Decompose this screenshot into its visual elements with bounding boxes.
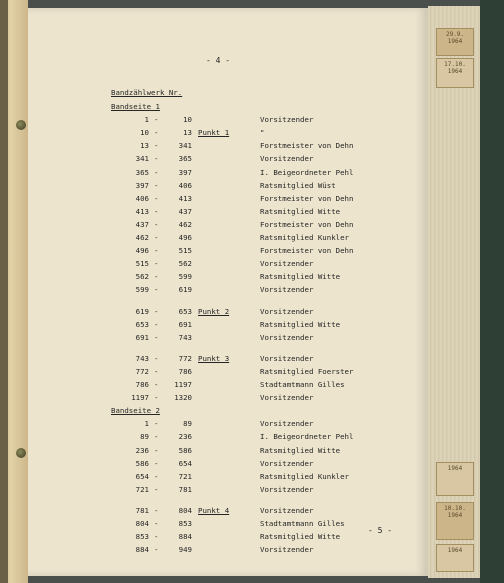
counter-to: 10	[183, 115, 192, 125]
speaker-name: Ratsmitglied Kunkler	[260, 233, 349, 242]
speaker-name: Vorsitzender	[260, 484, 314, 494]
table-row	[28, 459, 428, 470]
agenda-item-label: Punkt 1	[198, 128, 230, 138]
counter-to: 654	[178, 458, 192, 468]
table-row	[28, 419, 428, 430]
range-dash: -	[154, 393, 159, 403]
range-dash: -	[154, 545, 159, 555]
speaker-name: Vorsitzender	[260, 259, 314, 269]
page-number-top: - 4 -	[206, 56, 231, 65]
table-row	[28, 207, 428, 218]
table-row	[28, 115, 428, 126]
table-row	[28, 307, 428, 318]
counter-to: 515	[178, 246, 192, 256]
table-row	[28, 432, 428, 443]
counter-to: 437	[178, 206, 192, 216]
agenda-item-label: Punkt 2	[198, 306, 230, 316]
counter-from: 462	[135, 233, 149, 242]
table-row	[28, 246, 428, 257]
date-tab-2[interactable]	[436, 58, 474, 88]
table-row	[28, 233, 428, 244]
range-dash: -	[154, 471, 159, 481]
speaker-name: Vorsitzender	[260, 285, 314, 295]
counter-to: 397	[178, 167, 192, 177]
counter-to: 1320	[174, 393, 192, 403]
table-row	[28, 272, 428, 283]
speaker-name: Ratsmitglied Wüst	[260, 180, 336, 190]
date-tab-4[interactable]	[436, 502, 474, 540]
counter-to: 89	[183, 419, 192, 429]
counter-from: 397	[135, 180, 149, 190]
range-dash: -	[154, 233, 159, 242]
binder-ring-top	[16, 120, 26, 130]
binder-ring-bottom	[16, 448, 26, 458]
agenda-item-label: Punkt 4	[198, 505, 230, 515]
date-tab-5[interactable]	[436, 544, 474, 572]
counter-from: 772	[135, 366, 149, 376]
table-row	[28, 354, 428, 365]
table-row	[28, 154, 428, 165]
table-row	[28, 141, 428, 152]
table-row	[28, 320, 428, 331]
table-row	[28, 446, 428, 457]
table-row	[28, 545, 428, 556]
counter-from: 786	[135, 380, 149, 389]
range-dash: -	[154, 206, 159, 216]
table-row	[28, 393, 428, 404]
speaker-name: Vorsitzender	[260, 458, 314, 468]
counter-from: 1197	[131, 393, 149, 403]
date-tab-4-label: 10.10. 1964	[444, 505, 466, 519]
range-dash: -	[154, 532, 159, 542]
counter-to: 365	[178, 154, 192, 164]
table-row	[28, 506, 428, 517]
table-row	[28, 333, 428, 344]
counter-from: 654	[135, 471, 149, 481]
counter-from: 365	[135, 167, 149, 177]
counter-from: 515	[135, 259, 149, 269]
range-dash: -	[154, 332, 159, 342]
speaker-name: Forstmeister von Dehn	[260, 141, 354, 151]
speaker-name: "	[260, 128, 265, 138]
counter-to: 413	[178, 193, 192, 203]
speaker-name: Vorsitzender	[260, 505, 314, 515]
counter-to: 586	[178, 445, 192, 455]
date-tab-5-label: 1964	[447, 547, 463, 554]
speaker-name: Forstmeister von Dehn	[260, 246, 354, 256]
counter-from: 781	[135, 505, 149, 515]
range-dash: -	[154, 380, 159, 389]
speaker-name: Vorsitzender	[260, 419, 314, 429]
range-dash: -	[154, 366, 159, 376]
counter-to: 743	[178, 332, 192, 342]
counter-to: 721	[178, 471, 192, 481]
speaker-name: Vorsitzender	[260, 332, 314, 342]
counter-to: 691	[178, 319, 192, 329]
counter-from: 236	[135, 445, 149, 455]
table-row	[28, 168, 428, 179]
heading-bandzaehlwerk: Bandzählwerk Nr.	[111, 88, 183, 97]
counter-to: 562	[178, 259, 192, 269]
speaker-name: Ratsmitglied Witte	[260, 272, 341, 282]
range-dash: -	[154, 115, 159, 125]
section-label: Bandseite 1	[111, 102, 160, 111]
counter-from: 10	[140, 128, 149, 138]
counter-from: 586	[135, 458, 149, 468]
range-dash: -	[154, 246, 159, 256]
range-dash: -	[154, 219, 159, 229]
speaker-name: Vorsitzender	[260, 545, 314, 555]
date-tab-1[interactable]	[436, 28, 474, 56]
counter-to: 1197	[174, 380, 192, 389]
range-dash: -	[154, 167, 159, 177]
binder-spine	[0, 0, 8, 583]
date-tab-2-label: 17.10. 1964	[444, 61, 466, 75]
counter-to: 462	[178, 219, 192, 229]
speaker-name: Vorsitzender	[260, 353, 314, 363]
table-row	[28, 285, 428, 296]
counter-from: 743	[135, 353, 149, 363]
counter-from: 413	[135, 206, 149, 216]
binder-cover-right	[480, 0, 504, 583]
speaker-name: Forstmeister von Dehn	[260, 193, 354, 203]
range-dash: -	[154, 285, 159, 295]
speaker-name: Ratsmitglied Witte	[260, 532, 341, 542]
speaker-name: Ratsmitglied Witte	[260, 445, 341, 455]
table-row	[28, 220, 428, 231]
speaker-name: Vorsitzender	[260, 393, 314, 403]
counter-from: 1	[144, 419, 149, 429]
table-row	[28, 181, 428, 192]
speaker-name: Vorsitzender	[260, 115, 314, 125]
counter-to: 619	[178, 285, 192, 295]
range-dash: -	[154, 259, 159, 269]
counter-to: 599	[178, 272, 192, 282]
binder-cover-left	[0, 0, 28, 583]
table-row	[28, 128, 428, 139]
date-tab-3-label: 1964	[447, 465, 463, 472]
speaker-name: Vorsitzender	[260, 306, 314, 316]
speaker-name: Ratsmitglied Foerster	[260, 366, 354, 376]
speaker-name: Stadtamtmann Gilles	[260, 380, 345, 389]
range-dash: -	[154, 154, 159, 164]
counter-to: 236	[178, 432, 192, 442]
counter-from: 341	[135, 154, 149, 164]
counter-from: 89	[140, 432, 149, 442]
table-row	[28, 259, 428, 270]
speaker-name: I. Beigeordneter Pehl	[260, 432, 354, 442]
counter-from: 496	[135, 246, 149, 256]
counter-to: 804	[178, 505, 192, 515]
range-dash: -	[154, 306, 159, 316]
speaker-name: Stadtamtmann Gilles	[260, 519, 345, 528]
counter-to: 949	[178, 545, 192, 555]
counter-to: 341	[178, 141, 192, 151]
range-dash: -	[154, 519, 159, 528]
range-dash: -	[154, 505, 159, 515]
speaker-name: Ratsmitglied Kunkler	[260, 471, 349, 481]
speaker-name: Ratsmitglied Witte	[260, 319, 341, 329]
counter-from: 437	[135, 219, 149, 229]
counter-from: 884	[135, 545, 149, 555]
counter-from: 406	[135, 193, 149, 203]
range-dash: -	[154, 458, 159, 468]
range-dash: -	[154, 128, 159, 138]
counter-to: 406	[178, 180, 192, 190]
counter-to: 781	[178, 484, 192, 494]
counter-from: 653	[135, 319, 149, 329]
range-dash: -	[154, 432, 159, 442]
table-row	[28, 194, 428, 205]
counter-to: 786	[178, 366, 192, 376]
date-tab-1-label: 29.9. 1964	[445, 31, 465, 45]
range-dash: -	[154, 419, 159, 429]
counter-from: 562	[135, 272, 149, 282]
range-dash: -	[154, 353, 159, 363]
range-dash: -	[154, 484, 159, 494]
speaker-name: Forstmeister von Dehn	[260, 219, 354, 229]
table-row	[28, 380, 428, 391]
range-dash: -	[154, 445, 159, 455]
table-row	[28, 367, 428, 378]
counter-to: 653	[178, 306, 192, 316]
speaker-name: Ratsmitglied Witte	[260, 206, 341, 216]
section-label: Bandseite 2	[111, 406, 160, 416]
counter-from: 13	[140, 141, 149, 151]
table-row	[28, 485, 428, 496]
range-dash: -	[154, 193, 159, 203]
table-row	[28, 472, 428, 483]
date-tab-3[interactable]	[436, 462, 474, 496]
range-dash: -	[154, 180, 159, 190]
agenda-item-label: Punkt 3	[198, 353, 230, 363]
counter-to: 13	[183, 128, 192, 138]
speaker-name: Vorsitzender	[260, 154, 314, 164]
document-page	[28, 8, 428, 576]
counter-from: 599	[135, 285, 149, 295]
counter-to: 853	[178, 519, 192, 528]
counter-from: 1	[144, 115, 149, 125]
range-dash: -	[154, 319, 159, 329]
page-number-bottom: - 5 -	[368, 526, 393, 535]
counter-from: 853	[135, 532, 149, 542]
counter-from: 721	[135, 484, 149, 494]
counter-to: 772	[178, 353, 192, 363]
counter-to: 884	[178, 532, 192, 542]
speaker-name: I. Beigeordneter Pehl	[260, 167, 354, 177]
counter-from: 804	[135, 519, 149, 528]
range-dash: -	[154, 141, 159, 151]
counter-from: 691	[135, 332, 149, 342]
counter-to: 496	[178, 233, 192, 242]
range-dash: -	[154, 272, 159, 282]
counter-from: 619	[135, 306, 149, 316]
